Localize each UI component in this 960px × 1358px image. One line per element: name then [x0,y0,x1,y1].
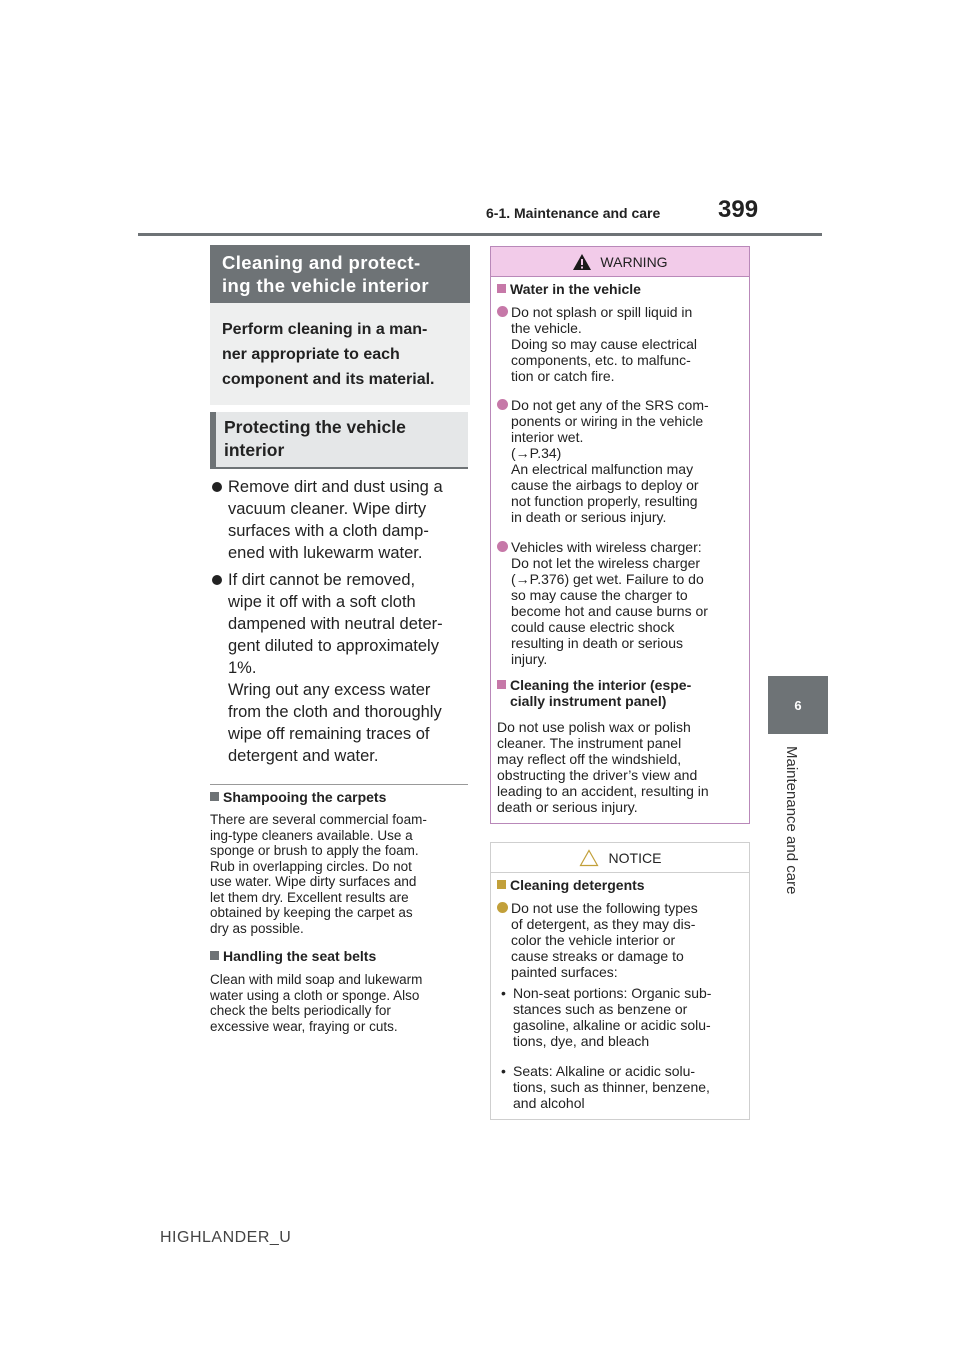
bullet-item [210,569,472,767]
warning-line: Do not get any of the SRS com- [511,397,709,413]
notice-box [490,842,750,1120]
warning-line: leading to an accident, resulting in [497,783,709,799]
bullet-line: Remove dirt and dust using a [228,478,443,496]
subsection-body [210,972,470,1034]
warning-line: not function properly, resulting [511,493,698,509]
notice-header [491,843,749,873]
bullet-dot-icon [212,482,222,492]
warning-box [490,246,750,824]
main-heading-line: ing the vehicle interior [222,275,429,296]
warning-line: become hot and cause burns or [511,603,708,619]
warning-line: so may cause the charger to [511,587,688,603]
bullet-line: surfaces with a cloth damp- [228,522,429,540]
body-line: ing-type cleaners available. Use a [210,827,413,843]
notice-section-title [497,877,645,893]
warning-line: (→P.34) [511,445,562,461]
warning-line: Vehicles with wireless charger: [511,539,702,555]
notice-line: painted surfaces: [511,964,618,980]
warning-line: cleaner. The instrument panel [497,735,682,751]
bullet-line: Wring out any excess water [228,681,431,699]
body-line: check the belts periodically for [210,1003,391,1018]
warning-section-title [497,677,743,709]
chapter-title: Maintenance and care [783,746,800,895]
warning-line: may reflect off the windshield, [497,751,682,767]
main-heading [210,245,470,303]
bullet-line: wipe it off with a soft cloth [228,593,416,611]
intro-box [210,303,470,405]
notice-line: stances such as benzene or [513,1001,688,1017]
body-line: dry as possible. [210,920,304,936]
notice-triangle-icon [579,849,599,867]
warning-title: WARNING [600,253,668,270]
body-line: use water. Wipe dirty surfaces and [210,874,417,889]
notice-title: NOTICE [608,849,662,866]
bullet-line: from the cloth and thoroughly [228,703,442,721]
bullet-line: dampened with neutral deter- [228,615,443,633]
bullet-line: vacuum cleaner. Wipe dirty [228,500,427,518]
intro-line: Perform cleaning in a man- [222,321,428,338]
notice-line: of detergent, as they may dis- [511,916,696,932]
page-number: 399 [718,196,759,223]
notice-dash-item [499,985,743,1049]
square-bullet-icon [210,792,219,801]
body-line: Clean with mild soap and lukewarm [210,972,423,987]
warning-line: obstructing the driver’s view and [497,767,698,783]
notice-line: tions, such as thinner, benzene, [513,1079,710,1095]
square-bullet-icon [497,680,506,689]
warning-line: Doing so may cause electrical [511,336,697,352]
header-rule [138,233,822,236]
notice-line: tions, dye, and bleach [513,1033,650,1049]
notice-dash-item [499,1063,743,1111]
bullet-line: wipe off remaining traces of [228,725,430,743]
bullet-line: 1%. [228,659,257,677]
warning-line: injury. [511,651,548,667]
warning-header [491,247,749,277]
footer-model: HIGHLANDER_U [160,1229,292,1246]
bullet-dot-icon [497,541,508,552]
warning-line: resulting in death or serious [511,635,683,651]
body-line: let them dry. Excellent results are [210,889,409,905]
subsection-body [210,812,470,936]
warning-item [497,539,745,667]
chapter-number: 6 [794,697,802,713]
chapter-side-label [784,746,804,916]
bullet-item [210,476,472,564]
body-line: Rub in overlapping circles. Do not [210,858,412,874]
warning-line: in death or serious injury. [511,509,667,525]
notice-line: color the vehicle interior or [511,932,676,948]
notice-line: Seats: Alkaline or acidic solu- [513,1063,696,1079]
intro-line: ner appropriate to each [222,346,400,363]
warning-line: (→P.376) get wet. Failure to do [511,571,704,587]
subsection-title [210,948,376,964]
warning-line: tion or catch fire. [511,368,615,384]
bullet-line: If dirt cannot be removed, [228,571,416,589]
warning-line: cause the airbags to deploy or [511,477,699,493]
subsection-title-text: Handling the seat belts [223,948,377,964]
warning-line: Do not let the wireless charger [511,555,701,571]
bullet-line: detergent and water. [228,747,379,765]
notice-line: Non-seat portions: Organic sub- [513,985,712,1001]
sub-heading [210,412,468,469]
bullet-line: gent diluted to approximately [228,637,439,655]
subsection-title-text: Shampooing the carpets [223,789,387,805]
warning-line: death or serious injury. [497,799,638,815]
warning-section-title-text: Water in the vehicle [510,281,641,297]
intro-line: component and its material. [222,371,435,388]
warning-paragraph [497,719,745,815]
square-bullet-icon [497,880,506,889]
warning-line: the vehicle. [511,320,582,336]
notice-line: Do not use the following types [511,900,698,916]
warning-section-title-text: Cleaning the interior (espe- [510,677,692,693]
body-line: excessive wear, fraying or cuts. [210,1018,398,1034]
warning-item [497,397,745,525]
subsection-title [210,789,386,805]
body-line: obtained by keeping the carpet as [210,905,413,920]
warning-line: Do not splash or spill liquid in [511,304,693,320]
warning-line: ponents or wiring in the vehicle [511,413,704,429]
bullet-dot-icon [497,902,508,913]
square-bullet-icon [497,284,506,293]
bullet-dot-icon [497,399,508,410]
notice-line: and alcohol [513,1095,585,1111]
notice-section-title-text: Cleaning detergents [510,877,645,893]
warning-line: Do not use polish wax or polish [497,719,691,735]
main-heading-line: Cleaning and protect- [222,252,421,273]
dash-bullet-icon: • [501,1063,506,1079]
notice-line: gasoline, alkaline or acidic solu- [513,1017,711,1033]
section-title: 6-1. Maintenance and care [486,205,661,221]
bullet-line: ened with lukewarm water. [228,544,423,562]
square-bullet-icon [210,951,219,960]
body-line: water using a cloth or sponge. Also [210,987,420,1003]
bullet-dot-icon [212,575,222,585]
section-divider [210,784,468,785]
warning-item [497,304,745,384]
body-line: sponge or brush to apply the foam. [210,843,419,858]
warning-triangle-icon [572,253,592,271]
body-line: There are several commercial foam- [210,812,427,827]
notice-item [497,900,745,980]
sub-heading-line: Protecting the vehicle [224,417,406,437]
chapter-tab [768,676,828,734]
warning-line: An electrical malfunction may [511,461,694,477]
sub-heading-line: interior [224,440,285,460]
warning-line: interior wet. [511,429,584,445]
dash-bullet-icon: • [501,985,506,1001]
warning-line: components, etc. to malfunc- [511,352,691,368]
notice-line: cause streaks or damage to [511,948,684,964]
warning-section-title [497,281,743,297]
bullet-dot-icon [497,306,508,317]
warning-line: could cause electric shock [511,619,675,635]
warning-section-title-text: cially instrument panel) [510,693,667,709]
